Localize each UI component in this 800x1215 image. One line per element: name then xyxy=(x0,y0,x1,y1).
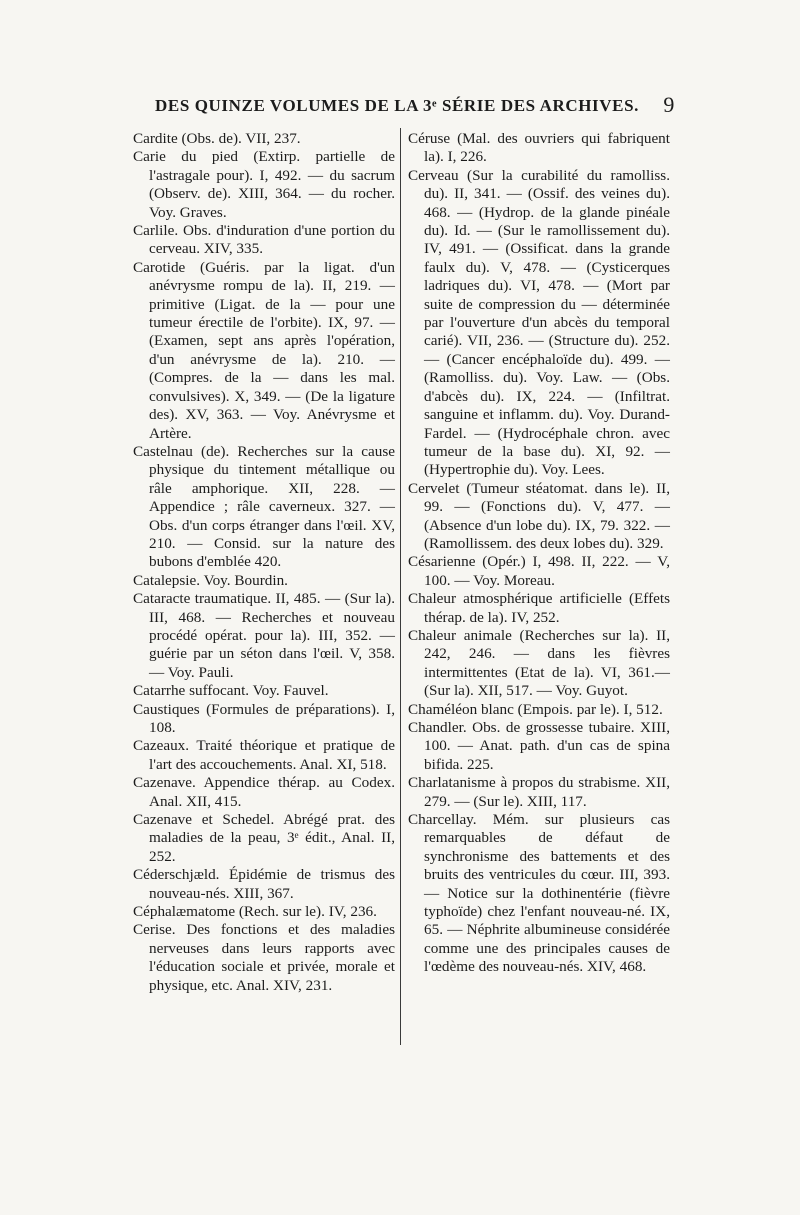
running-title: DES QUINZE VOLUMES DE LA 3ᵉ SÉRIE DES ARCHIVES. xyxy=(155,96,639,115)
index-entry: Cerveau (Sur la curabilité du ramolliss. du). II, 341. — (Ossif. des veines du). 468. — (Hydrop. de la glande pinéale du). Id. — (Sur le ramollissement du). IV, 491. — (Ossificat. dans la grande faulx du). V, 478. — (Cysticerques ladriques du). VI, 478. — (Mort par suite de compression du — déterminée par l'ouverture d'un abcès du temporal carié). VII, 236. — (Structure du). 252. — (Cancer encéphaloïde du). 499. — (Ramolliss. du). Voy. Law. — (Obs. d'abcès du). IX, 224. — (Infiltrat. sanguine et inflamm. du). Voy. Durand-Fardel. — (Hydrocéphale chron. avec tumeur de la base du). XI, 92. — (Hypertrophie du). Voy. Lees. xyxy=(408,166,670,479)
index-entry: Cardite (Obs. de). VII, 237. xyxy=(133,130,301,147)
index-entry: Céruse (Mal. des ouvriers qui fabriquent la). I, 226. xyxy=(408,130,670,166)
index-entry: Chaleur atmosphérique artificielle (Effets thérap. de la). IV, 252. xyxy=(408,590,670,626)
column-divider xyxy=(400,128,401,1045)
index-entry: Carotide (Guéris. par la ligat. d'un anévrysme rompu de la). II, 219. — primitive (Ligat. de la — pour une tumeur érectile de l'orbite). IX, 97. — (Examen, sept ans après l'opération, d'un anévrysme de la). 210. — (Compres. de la — dans les mal. convulsives). X, 349. — (De la ligature des). XV, 363. — Voy. Anévrysme et Artère. xyxy=(133,258,395,442)
index-entry: Catalepsie. Voy. Bourdin. xyxy=(133,571,288,589)
index-entry: Céphalæmatome (Rech. sur le). IV, 236. xyxy=(133,903,377,921)
index-entry: Catarrhe suffocant. Voy. Fauvel. xyxy=(133,682,329,700)
index-entry: Cazenave et Schedel. Abrégé prat. des maladies de la peau, 3ᵉ édit., Anal. II, 252. xyxy=(133,811,395,865)
index-entry: Cazeaux. Traité théorique et pratique de l'art des accouchements. Anal. XI, 518. xyxy=(133,737,395,773)
index-entry: Carie du pied (Extirp. partielle de l'astragale pour). I, 492. — du sacrum (Observ. de). XIII, 364. — du rocher. Voy. Graves. xyxy=(133,148,395,221)
index-entry: Castelnau (de). Recherches sur la cause physique du tintement métallique ou râle amphorique. XII, 228. — Appendice ; râle caverneux. 327. — Obs. d'un corps étranger dans l'œil. XV, 210. — Consid. sur la nature des bubons d'emblée 420. xyxy=(133,442,395,571)
left-column xyxy=(133,130,395,995)
index-entry: Chandler. Obs. de grossesse tubaire. XIII, 100. — Anat. path. d'un cas de spina bifida. 225. xyxy=(408,719,670,773)
index-entry: Cazenave. Appendice thérap. au Codex. Anal. XII, 415. xyxy=(133,774,395,810)
index-entry: Chaleur animale (Recherches sur la). II, 242, 246. — dans les fièvres intermittentes (Etat de la). VI, 361.— (Sur la). XII, 517. — Voy. Guyot. xyxy=(408,626,670,700)
index-entry: Céderschjæld. Épidémie de trismus des nouveau-nés. XIII, 367. xyxy=(133,866,395,902)
index-entry: Chaméléon blanc (Empois. par le). I, 512. xyxy=(408,700,663,718)
index-entry: Césarienne (Opér.) I, 498. II, 222. — V, 100. — Voy. Moreau. xyxy=(408,553,670,589)
index-entry: Cerise. Des fonctions et des maladies nerveuses dans leurs rapports avec l'éducation sociale et privée, morale et physique, etc. Anal. XIV, 231. xyxy=(133,921,395,994)
index-entry: Cataracte traumatique. II, 485. — (Sur la). III, 468. — Recherches et nouveau procédé opérat. pour la). III, 352. — guérie par un séton dans l'œil. V, 358. — Voy. Pauli. xyxy=(133,590,395,681)
page-number: 9 xyxy=(663,92,675,117)
index-entry: Charlatanisme à propos du strabisme. XII, 279. — (Sur le). XIII, 117. xyxy=(408,774,670,810)
right-column xyxy=(408,130,670,977)
index-entry: Carlile. Obs. d'induration d'une portion du cerveau. XIV, 335. xyxy=(133,222,395,258)
page-header xyxy=(155,92,675,122)
index-entry: Cervelet (Tumeur stéatomat. dans le). II, 99. — (Fonctions du). V, 477. — (Absence d'un lobe du). IX, 79. 322. — (Ramollissem. des deux lobes du). 329. xyxy=(408,479,670,552)
index-entry: Caustiques (Formules de préparations). I, 108. xyxy=(133,700,395,736)
index-entry: Charcellay. Mém. sur plusieurs cas remarquables de défaut de synchronisme des battements et des bruits des ventricules du cœur. III, 393. — Notice sur la dothinentérie (fièvre typhoïde) chez l'enfant nouveau-né. IX, 65. — Néphrite albumineuse considérée comme une des principales causes de l'œdème des nouveau-nés. XIV, 468. xyxy=(408,811,670,976)
